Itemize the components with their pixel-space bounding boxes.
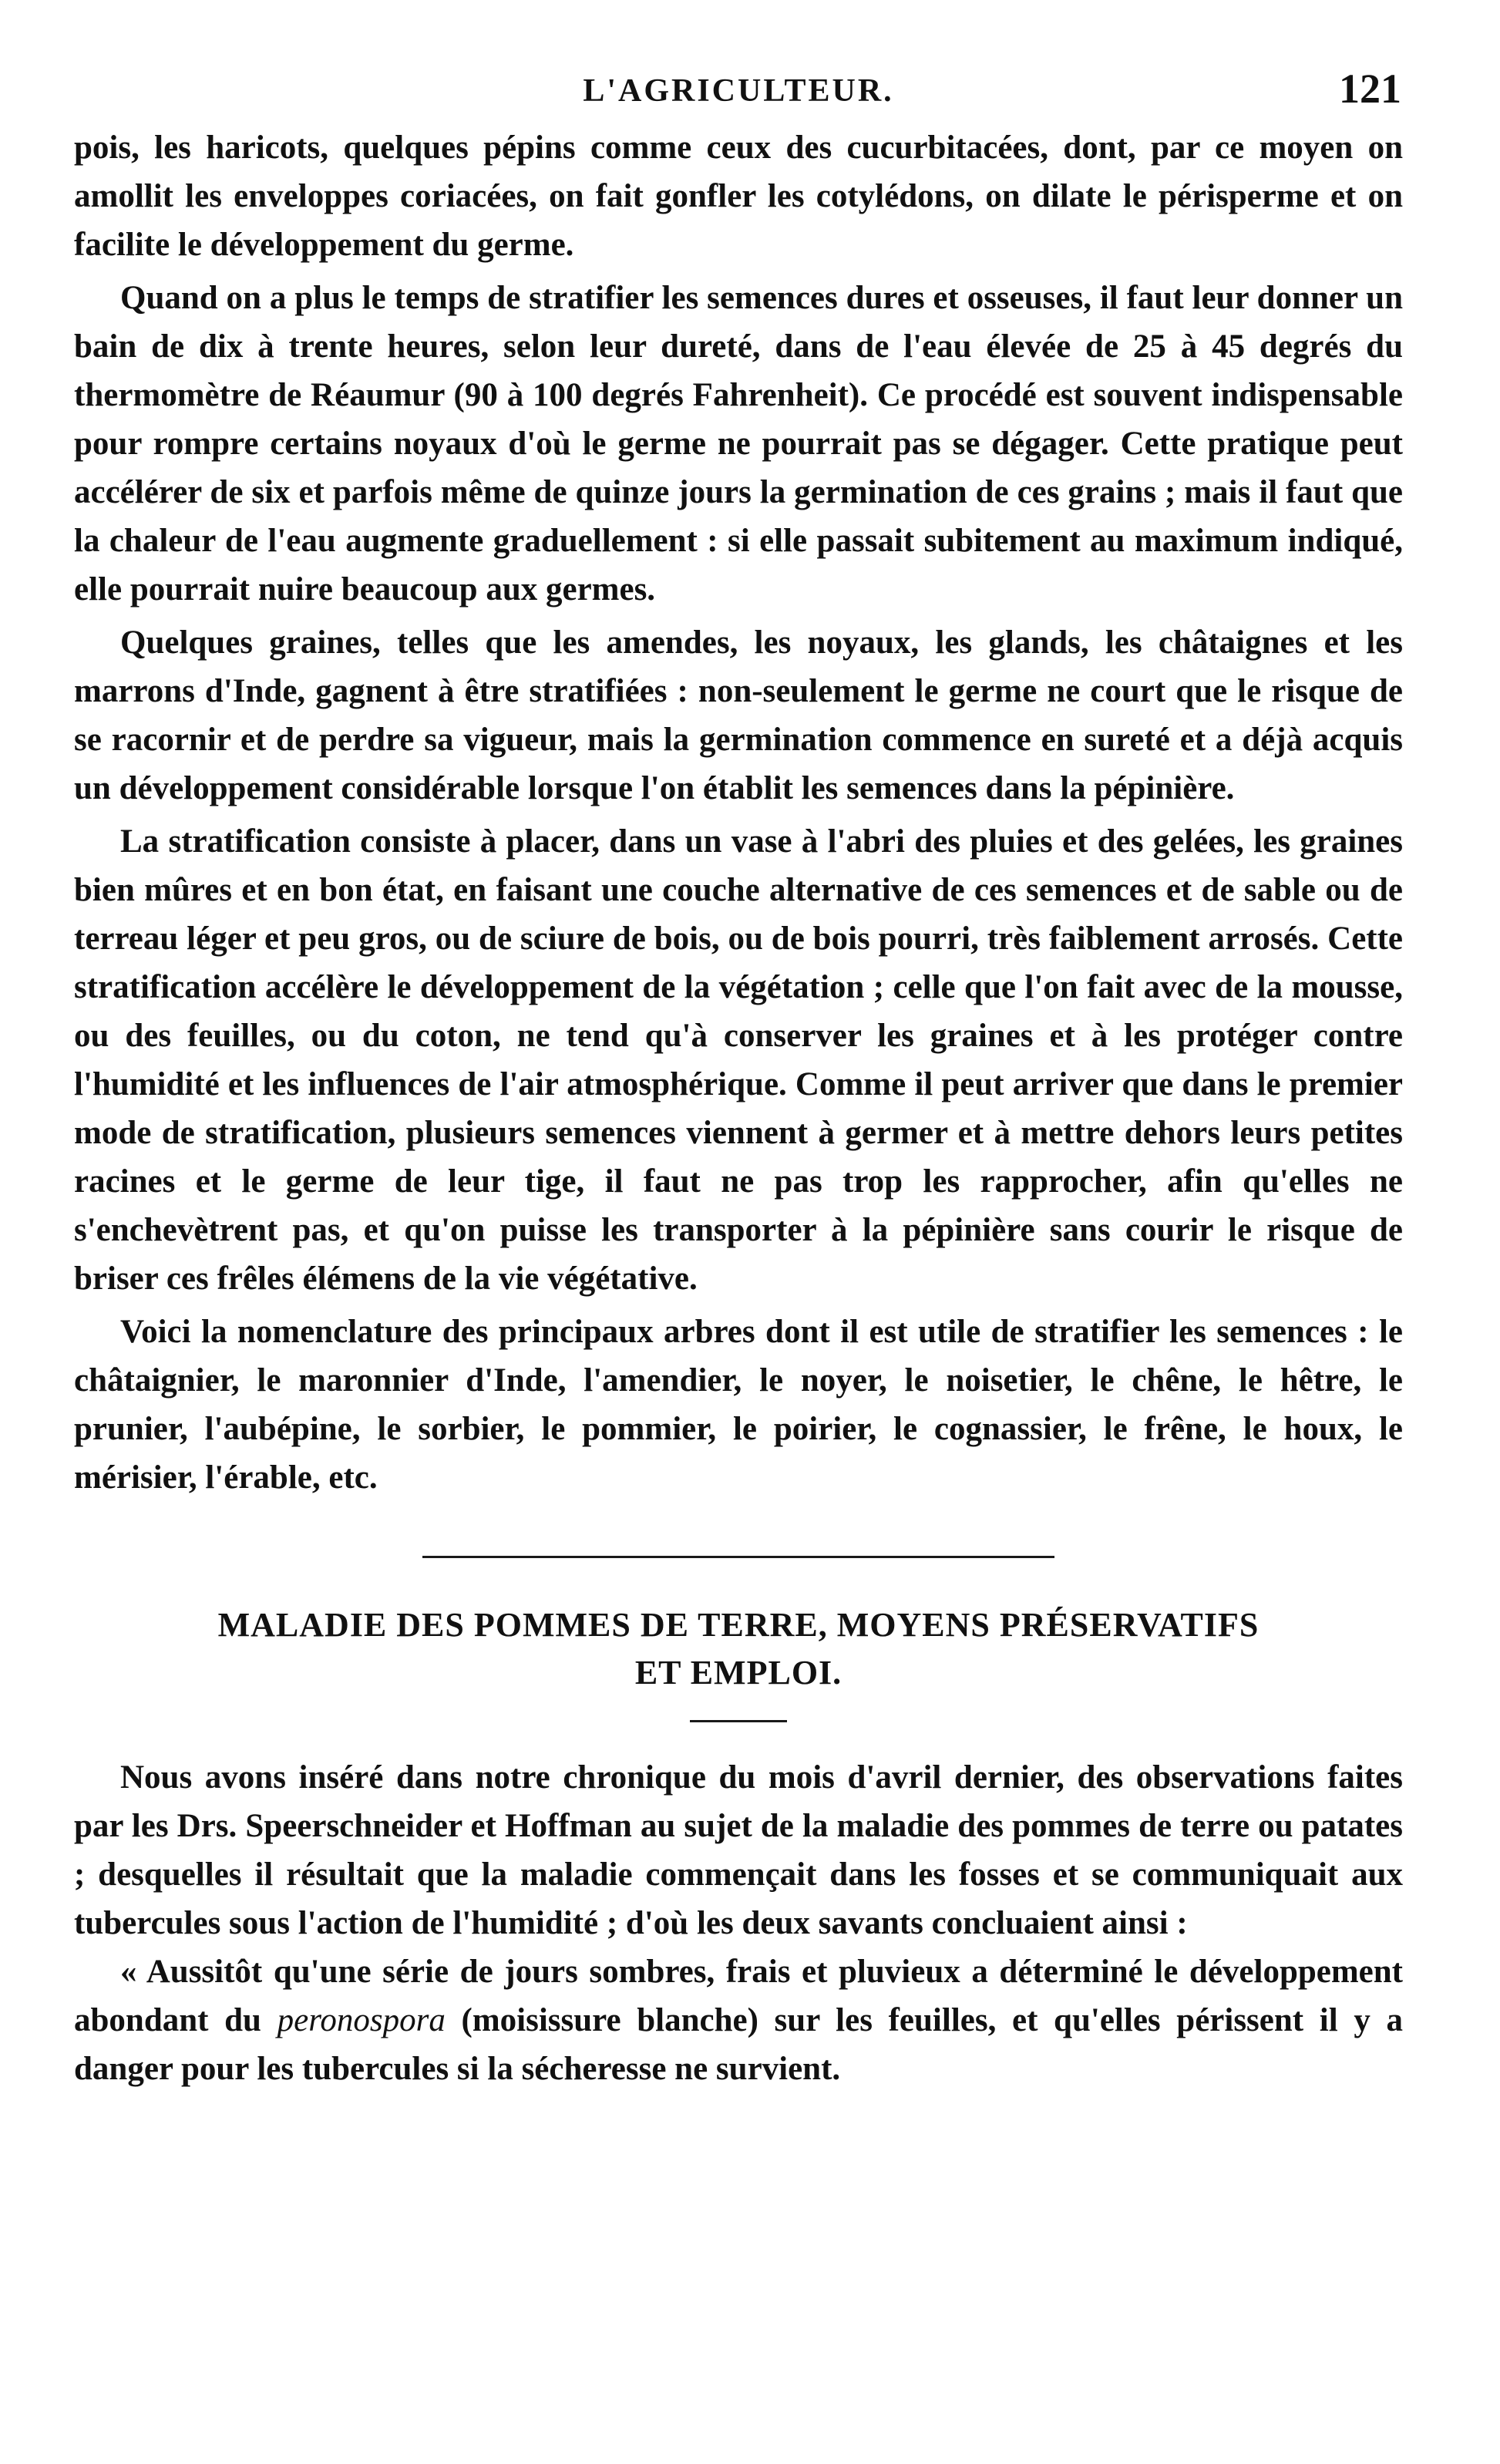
quote-taxon: peronospora [277, 2002, 446, 2038]
paragraph-stratification: La stratification consiste à placer, dans un vase à l'abri des pluies et des gelées, les graines bien mûres et en bon état, en faisant une couche alternative de ces semences et de sable ou de terreau léger et peu gros, ou de sciure de bois, ou de bois pourri, très faiblement arrosés. Cette stratification accélère le développement de la végétation ; celle que l'on fait avec de la mousse, ou des feuilles, ou du coton, ne tend qu'à conserver les graines et à les protéger contre l'humidité et les influences de l'air atmosphérique. Comme il peut arriver que dans le premier mode de stratification, plusieurs semences viennent à germer et à mettre dehors leurs petites racines et le germe de leur tige, il faut ne pas trop les rapprocher, afin qu'elles ne s'enchevètrent pas, et qu'on puisse les transporter à la pépinière sans courir le risque de briser ces frêles élémens de la vie végétative. [74, 823, 1403, 1297]
paragraph-graines-stratifiees: Quelques graines, telles que les amendes, les noyaux, les glands, les châtaignes et les marrons d'Inde, gagnent à être stratifiées : non-seulement le germe ne court que le risque de se racornir et de perdre sa vigueur, mais la germination commence en sureté et a déjà acquis un développement considérable lorsque l'on établit les semences dans la pépinière. [74, 624, 1403, 806]
paragraph-quotation [74, 1947, 1403, 2093]
section-title [74, 1601, 1403, 1697]
paragraph-bain-eau: Quand on a plus le temps de stratifier les semences dures et osseuses, il faut leur donner un bain de dix à trente heures, selon leur dureté, dans de l'eau élevée de 25 à 45 degrés du thermomètre de Réaumur (90 à 100 degrés Fahrenheit). Ce procédé est souvent indispensable pour rompre certains noyaux d'où le germe ne pourrait pas se dégager. Cette pratique peut accélérer de six et parfois même de quinze jours la germination de ces grains ; mais il faut que la chaleur de l'eau augmente graduellement : si elle passait subitement au maximum indiqué, elle pourrait nuire beaucoup aux germes. [74, 280, 1403, 608]
running-head [74, 62, 1403, 123]
section-divider [422, 1556, 1054, 1558]
section-title-line-2: ET EMPLOI. [634, 1654, 842, 1691]
section-title-line-1: MALADIE DES POMMES DE TERRE, MOYENS PRÉSERVATIFS [217, 1606, 1260, 1644]
book-page [74, 62, 1403, 2093]
paragraph-continuation: pois, les haricots, quelques pépins comme ceux des cucurbitacées, dont, par ce moyen on amollit les enveloppes coriacées, on fait gonfler les cotylédons, on dilate le périsperme et on facilite le développement du germe. [74, 130, 1403, 263]
paragraph-section-intro: Nous avons inséré dans notre chronique du mois d'avril dernier, des observations faites par les Drs. Speerschneider et Hoffman au sujet de la maladie des pommes de terre ou patates ; desquelles il résultait que la maladie commençait dans les fosses et se communiquait aux tubercules sous l'action de l'humidité ; d'où les deux savants concluaient ainsi : [74, 1759, 1403, 1941]
quote-text-end: (moisissure blanche) sur les feuilles, et qu'elles périssent il y a danger pour les tubercules si la sécheresse ne survient. [74, 2002, 1403, 2087]
page-number: 121 [1339, 66, 1401, 112]
paragraph-nomenclature: Voici la nomenclature des principaux arbres dont il est utile de stratifier les semences : le châtaignier, le maronnier d'Inde, l'amendier, le noyer, le noisetier, le chêne, le hêtre, le prunier, l'aubépine, le sorbier, le pommier, le poirier, le cognassier, le frêne, le houx, le mérisier, l'érable, etc. [74, 1314, 1403, 1496]
quote-text-start: « Aussitôt qu'une série de jours sombres, frais et pluvieux a déterminé le développement abondant du [74, 1954, 1403, 2038]
title-underline [690, 1720, 787, 1722]
running-title: L'AGRICULTEUR. [583, 73, 894, 109]
